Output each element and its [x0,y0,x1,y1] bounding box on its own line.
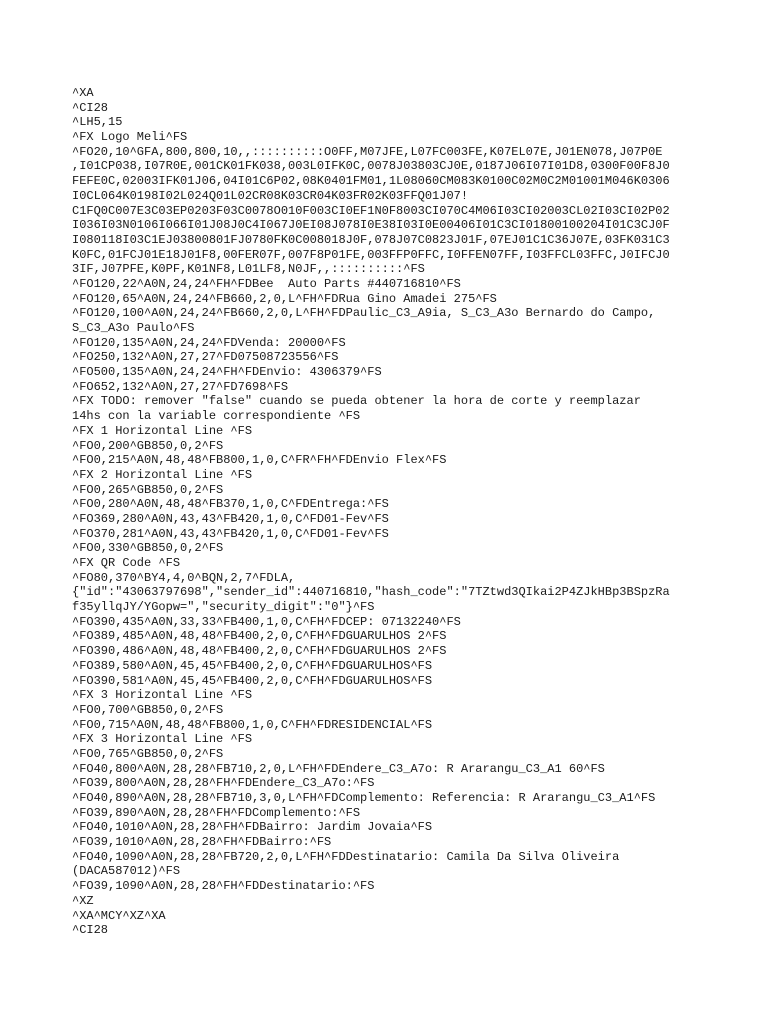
code-line: ^FO389,485^A0N,48,48^FB400,2,0,C^FH^FDGUARULHOS 2^FS [72,629,447,644]
code-line: ^XZ [72,893,94,908]
code-line: 3IF,J07PFE,K0PF,K01NF8,L01LF8,N0JF,,::::::::::^FS [72,262,425,277]
code-line: I0CL064K0198I02L024Q01L02CR08K03CR04K03FR02K03FFQ01J07! [72,188,469,203]
code-line: ^FX Logo Meli^FS [72,130,188,145]
code-line: ^LH5,15 [72,115,123,130]
code-line: I036I03N0106I066I01J08J0C4I067J0EI08J078I0E38I03I0E00406I01C3CI01800100204I01C3CJ0F [72,218,670,233]
code-line: ^FO40,1010^A0N,28,28^FH^FDBairro: Jardim Jovaia^FS [72,820,433,835]
code-line: ^FO20,10^GFA,800,800,10,,::::::::::O0FF,M07JFE,L07FC003FE,K07EL07E,J01EN078,J07P0E [72,144,663,159]
code-line: ^FO40,1090^A0N,28,28^FB720,2,0,L^FH^FDDestinatario: Camila Da Silva Oliveira [72,849,620,864]
code-line: ^FO0,280^A0N,48,48^FB370,1,0,C^FDEntrega:^FS [72,497,389,512]
code-line: ^FO39,1010^A0N,28,28^FH^FDBairro:^FS [72,835,332,850]
code-line: ^FX TODO: remover "false" cuando se pueda obtener la hora de corte y reemplazar [72,394,641,409]
code-line: ^FX 3 Horizontal Line ^FS [72,688,253,703]
code-line: 14hs con la variable correspondiente ^FS [72,409,361,424]
code-line: S_C3_A3o Paulo^FS [72,321,195,335]
code-line: ^FO39,890^A0N,28,28^FH^FDComplemento:^FS [72,805,361,820]
code-line: ^FO40,800^A0N,28,28^FB710,2,0,L^FH^FDEndere_C3_A7o: R Ararangu_C3_A1 60^FS [72,761,605,776]
code-line: ^FO120,65^A0N,24,24^FB660,2,0,L^FH^FDRua Gino Amadei 275^FS [72,291,497,306]
code-line: ^FX 2 Horizontal Line ^FS [72,467,253,482]
code-line: ^FX 3 Horizontal Line ^FS [72,732,253,747]
code-line: ^FO390,581^A0N,45,45^FB400,2,0,C^FH^FDGUARULHOS^FS [72,673,433,688]
code-line: FEFE0C,02003IFK01J06,04I01C6P02,08K0401FM01,1L08060CM083K0100C02M0C2M01001M046K0306 [72,174,670,189]
code-line: ^CI28 [72,923,109,938]
code-line: ^FO0,700^GB850,0,2^FS [72,702,224,717]
code-line: (DACA587012)^FS [72,864,181,879]
code-line: ^XA [72,86,94,100]
code-line: ^FO389,580^A0N,45,45^FB400,2,0,C^FH^FDGUARULHOS^FS [72,658,433,673]
code-line: ^FO390,435^A0N,33,33^FB400,1,0,C^FH^FDCEP: 07132240^FS [72,614,461,629]
code-line: ^FO370,281^A0N,43,43^FB420,1,0,C^FD01-Fev^FS [72,526,389,541]
code-line: ^FO250,132^A0N,27,27^FD07508723556^FS [72,350,339,365]
code-line: K0FC,01FCJ01E18J01F8,00FER07F,007F8P01FE,003FFP0FFC,I0FFEN07FF,I03FFCL03FFC,J0IFCJ0 [72,247,670,262]
code-line: C1FQ0C007E3C03EP0203F03C0078O010F003CI0EF1N0F8003CI070C4M06I03CI02003CL02I03CI02P02 [72,203,670,218]
code-line: ^FO80,370^BY4,4,0^BQN,2,7^FDLA, [72,570,296,585]
code-line: I080118I03C1EJ03800801FJ0780FK0C008018J0F,078J07C0823J01F,07EJ01C1C36J07E,03FK031C3 [72,232,670,247]
code-line: f35yllqJY/YGopw=","security_digit":"0"}^FS [72,600,375,615]
code-line: ^FO0,330^GB850,0,2^FS [72,541,224,556]
code-line: ^XA^MCY^XZ^XA [72,908,166,923]
code-line: ^FO0,715^A0N,48,48^FB800,1,0,C^FH^FDRESIDENCIAL^FS [72,717,433,732]
code-line: ^FX 1 Horizontal Line ^FS [72,423,253,438]
zpl-code-document [72,86,712,938]
code-line: ,I01CP038,I07R0E,001CK01FK038,003L0IFK0C,0078J03803CJ0E,0187J06I07I01D8,0300F00F8J0 [72,159,670,174]
code-line: ^FO0,765^GB850,0,2^FS [72,746,224,761]
code-line: ^FO0,200^GB850,0,2^FS [72,438,224,453]
code-line: ^FO39,800^A0N,28,28^FH^FDEndere_C3_A7o:^FS [72,776,375,791]
code-line: ^FO120,100^A0N,24,24^FB660,2,0,L^FH^FDPaulic_C3_A9ia, S_C3_A3o Bernardo do Campo, [72,306,656,321]
code-line: ^FO120,22^A0N,24,24^FH^FDBee Auto Parts #440716810^FS [72,276,461,291]
code-line: ^CI28 [72,100,109,115]
code-line: ^FO390,486^A0N,48,48^FB400,2,0,C^FH^FDGUARULHOS 2^FS [72,644,447,659]
code-line: ^FO120,135^A0N,24,24^FDVenda: 20000^FS [72,335,346,350]
code-line: ^FO500,135^A0N,24,24^FH^FDEnvio: 4306379^FS [72,365,382,380]
code-line: ^FO369,280^A0N,43,43^FB420,1,0,C^FD01-Fev^FS [72,511,389,526]
code-line: ^FO0,215^A0N,48,48^FB800,1,0,C^FR^FH^FDEnvio Flex^FS [72,453,447,468]
code-line: ^FO40,890^A0N,28,28^FB710,3,0,L^FH^FDComplemento: Referencia: R Ararangu_C3_A1^FS [72,791,656,805]
code-line: ^FO652,132^A0N,27,27^FD7698^FS [72,379,289,394]
code-line: {"id":"43063797698","sender_id":440716810,"hash_code":"7TZtwd3QIkai2P4ZJkHBp3BSpzRa [72,585,670,600]
code-line: ^FO39,1090^A0N,28,28^FH^FDDestinatario:^FS [72,879,375,894]
code-line: ^FO0,265^GB850,0,2^FS [72,482,224,497]
code-line: ^FX QR Code ^FS [72,556,181,570]
